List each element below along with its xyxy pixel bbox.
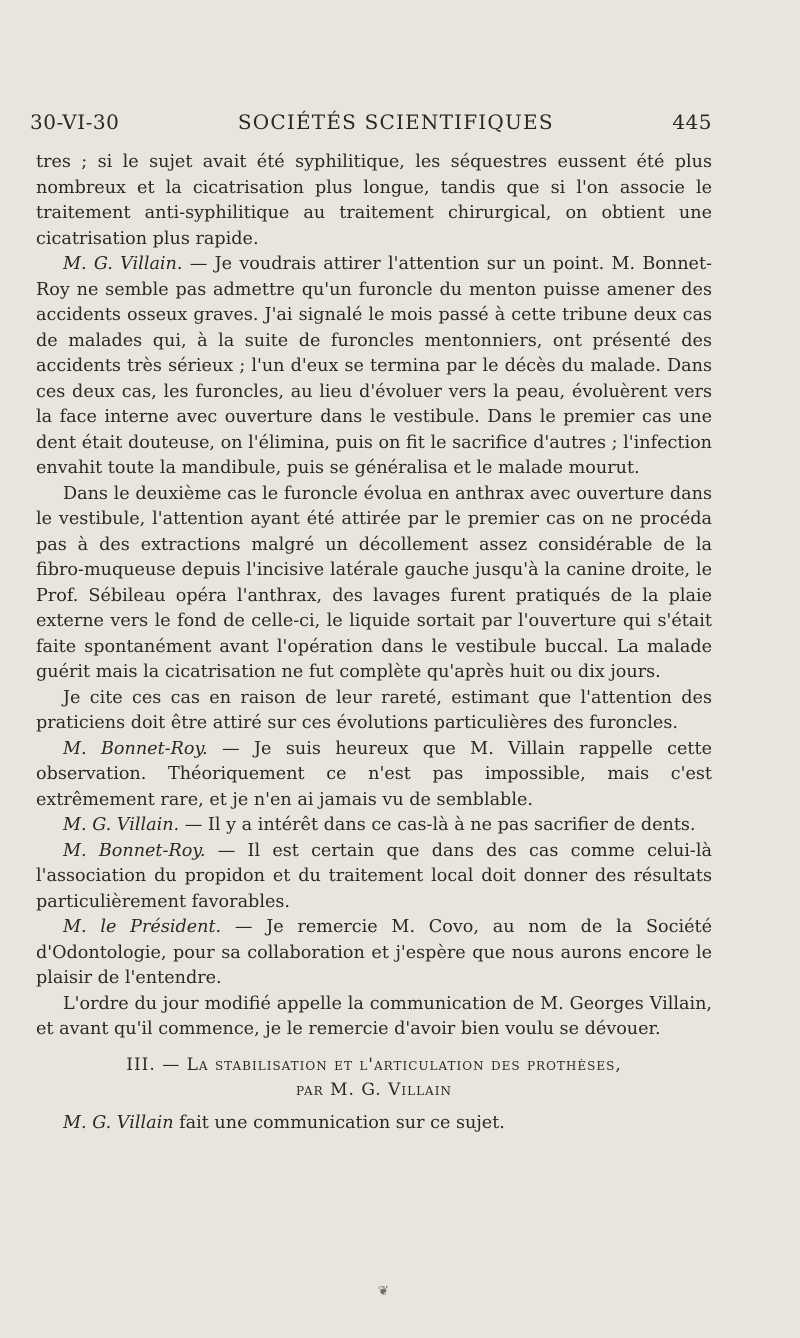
paragraph — [36, 737, 712, 814]
paragraph — [36, 915, 712, 992]
speaker-name: M. G. Villain — [63, 1112, 174, 1133]
header-date: 30-VI-30 — [30, 110, 120, 134]
page-number: 445 — [672, 110, 712, 134]
speaker-name: M. G. Villain. — [63, 815, 180, 835]
paragraph-text: — Je voudrais attirer l'attention sur un point. M. Bonnet-Roy ne semble pas admettre qu'un furoncle du menton puisse amener des accidents osseux graves. J'ai signalé le mois passé à cette tribune deux cas de malades qui, à la suite de furoncles mentonniers, ont présenté des accidents très sérieux ; l'un d'eux se termina par le décès du malade. Dans ces deux cas, les furoncles, au lieu d'évoluer vers la peau, évoluèrent vers la face interne avec ouverture dans le vestibule. Dans le premier cas une dent était douteuse, on l'élimina, puis on fit le sacrifice d'autres ; l'infection envahit toute la mandibule, puis se généralisa et le malade mourut. — [36, 254, 712, 478]
speaker-name: M. Bonnet-Roy. — [63, 840, 206, 861]
paragraph — [36, 839, 712, 916]
section-title: III. — La stabilisation et l'articulation des prothèses, — [126, 1054, 622, 1075]
speaker-name: M. le Président. — [63, 917, 222, 937]
paragraph-text: Dans le deuxième cas le furoncle évolua en anthrax avec ouverture dans le vestibule, l'attention ayant été attirée par le premier cas on ne procéda pas à des extractions malgré un décollement assez considérable de la fibro-muqueuse depuis l'incisive latérale gauche jusqu'à la canine droite, le Prof. Sébileau opéra l'anthrax, des lavages furent pratiqués de la plaie externe vers le fond de celle-ci, le liquide sortait par l'ouverture qui s'était faite spontanément avant l'opération dans le vestibule buccal. La malade guérit mais la cicatrisation ne fut complète qu'après huit ou dix jours. — [36, 483, 712, 682]
paragraph — [36, 482, 712, 686]
paragraph — [36, 992, 712, 1043]
paragraph-text: fait une communication sur ce sujet. — [173, 1112, 505, 1133]
body-text — [36, 150, 712, 1136]
paragraph-text: tres ; si le sujet avait été syphilitique, les séquestres eussent été plus nombreux et la cicatrisation plus longue, tandis que si l'on associe le traitement anti-syphilitique au traitement chirurgical, on obtient une cicatrisation plus rapide. — [36, 152, 712, 249]
ornament-icon: ❦ — [378, 1284, 389, 1299]
header-title: SOCIÉTÉS SCIENTIFIQUES — [237, 110, 554, 134]
paragraph — [36, 686, 712, 737]
paragraph-text: Je cite ces cas en raison de leur rareté, estimant que l'attention des praticiens doit être attiré sur ces évolutions particulières des furoncles. — [36, 687, 712, 733]
paragraph — [36, 252, 712, 482]
running-head — [30, 110, 712, 134]
paragraph-text: L'ordre du jour modifié appelle la communication de M. Georges Villain, et avant qu'il commence, je le remercie d'avoir bien voulu se dévouer. — [36, 993, 712, 1039]
paragraph-text: — Il est certain que dans des cas comme celui-là l'association du propidon et du traitement local doit donner des résultats particulièrement favorables. — [36, 840, 712, 912]
paragraph — [36, 1111, 712, 1137]
paragraph — [36, 150, 712, 252]
paragraph — [36, 813, 712, 839]
section-heading — [36, 1053, 712, 1103]
speaker-name: M. Bonnet-Roy. — [63, 738, 208, 759]
paragraph-text: — Je suis heureux que M. Villain rappelle cette observation. Théoriquement ce n'est pas impossible, mais c'est extrêmement rare, et je n'en ai jamais vu de semblable. — [36, 738, 712, 810]
paragraph-text: — Il y a intérêt dans ce cas-là à ne pas sacrifier de dents. — [179, 815, 696, 835]
speaker-name: M. G. Villain. — [63, 254, 183, 274]
section-author: par M. G. Villain — [296, 1079, 452, 1100]
paragraph-text: — Je remercie M. Covo, au nom de la Société d'Odontologie, pour sa collaboration et j'espère que nous aurons encore le plaisir de l'entendre. — [36, 917, 712, 988]
